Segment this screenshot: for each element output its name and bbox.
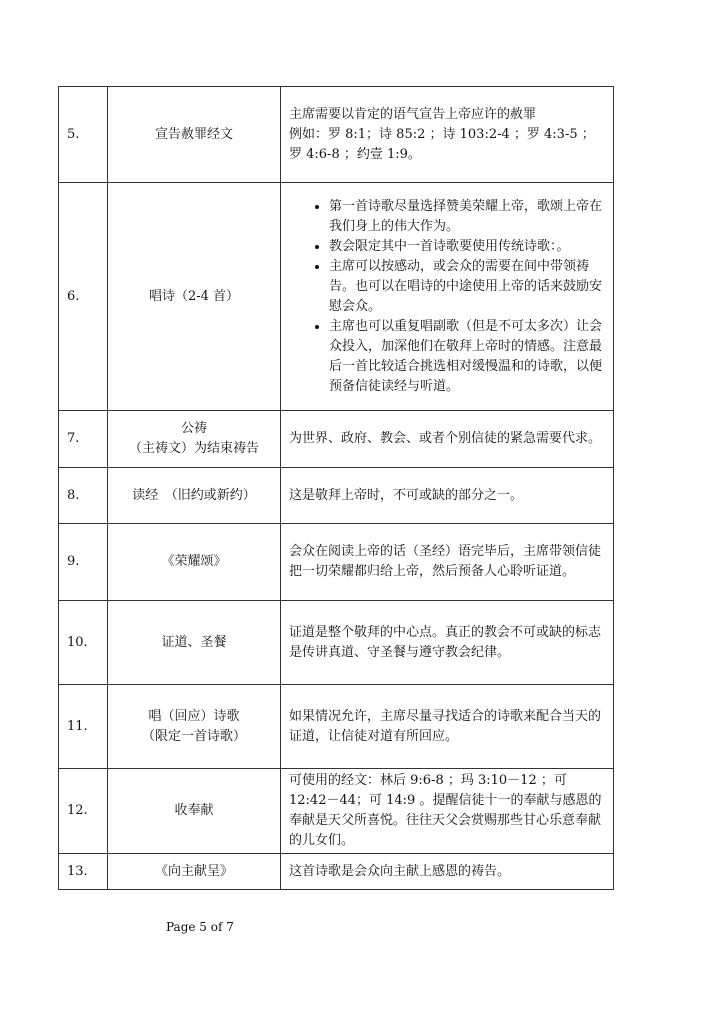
row-title bbox=[108, 468, 281, 524]
page-footer: Page 5 of 7 bbox=[166, 920, 234, 934]
row-title bbox=[108, 769, 281, 854]
table-row bbox=[59, 524, 614, 601]
row-number: 8. bbox=[59, 468, 108, 524]
row-description bbox=[281, 769, 614, 854]
table-row bbox=[59, 183, 614, 411]
row-description-line: 例如：罗 8:1；诗 85:2 ；诗 103:2-4 ；罗 4:3-5 ； bbox=[289, 126, 595, 142]
bullet-list bbox=[289, 197, 607, 397]
table-row bbox=[59, 411, 614, 468]
row-title-line: 收奉献 bbox=[174, 803, 214, 818]
row-number: 7. bbox=[59, 411, 108, 468]
row-title-line: （限定一首诗歌） bbox=[141, 728, 246, 744]
row-description-line: 这是敬拜上帝时，不可或缺的部分之一。 bbox=[289, 487, 524, 503]
row-number: 5. bbox=[59, 87, 108, 183]
row-number: 6. bbox=[59, 183, 108, 411]
table-row bbox=[59, 87, 614, 183]
row-title bbox=[108, 87, 281, 183]
row-description-line: 证道是整个敬拜的中心点。真正的教会不可或缺的标志是传讲真道、守圣餐与遵守教会纪律。 bbox=[289, 624, 602, 660]
row-title bbox=[108, 601, 281, 685]
row-title-line: （主祷文）为结束祷告 bbox=[128, 441, 259, 456]
row-description bbox=[281, 524, 614, 601]
row-number: 12. bbox=[59, 769, 108, 854]
row-title-line: 宣告赦罪经文 bbox=[154, 126, 233, 142]
row-number: 10. bbox=[59, 601, 108, 685]
row-title bbox=[108, 183, 281, 411]
row-title-line: 唱（回应）诗歌 bbox=[148, 708, 240, 724]
row-title bbox=[108, 411, 281, 468]
row-number: 11. bbox=[59, 685, 108, 769]
row-title-line: 证道、圣餐 bbox=[161, 634, 227, 650]
row-description bbox=[281, 87, 614, 183]
bullet-item: • 教会限定其中一首诗歌要使用传统诗歌：。 bbox=[329, 237, 607, 257]
row-description bbox=[281, 468, 614, 524]
row-description-line: 会众在阅读上帝的话（圣经）语完毕后，主席带领信徒把一切荣耀都归给上帝，然后预备人心聆听证道。 bbox=[289, 544, 602, 579]
row-title-line: 唱诗（2-4 首） bbox=[148, 288, 240, 304]
row-title-line: 《向主献呈》 bbox=[154, 863, 233, 879]
table-row bbox=[59, 769, 614, 854]
row-description bbox=[281, 183, 614, 411]
bullet-item: • 主席也可以重复唱副歌（但是不可太多次）让会众投入，加深他们在敬拜上帝时的情感。注意最后一首比较适合挑选相对缓慢温和的诗歌，以便预备信徒读经与听道。 bbox=[329, 317, 607, 397]
row-title bbox=[108, 854, 281, 890]
row-description-line: 主席需要以肯定的语气宣告上帝应许的赦罪 bbox=[289, 106, 537, 122]
row-description-line: 这首诗歌是会众向主献上感恩的祷告。 bbox=[289, 863, 511, 879]
bullet-item: • 主席可以按感动，或会众的需要在间中带领祷告。也可以在唱诗的中途使用上帝的话来鼓励安慰会众。 bbox=[329, 257, 607, 317]
row-description bbox=[281, 685, 614, 769]
row-number: 9. bbox=[59, 524, 108, 601]
table-row bbox=[59, 685, 614, 769]
row-description-line: 为世界、政府、教会、或者个别信徒的紧急需要代求。 bbox=[289, 431, 602, 446]
row-title bbox=[108, 524, 281, 601]
row-title-line: 读经 （旧约或新约） bbox=[132, 487, 256, 503]
row-title bbox=[108, 685, 281, 769]
row-description bbox=[281, 601, 614, 685]
bullet-item: • 第一首诗歌尽量选择赞美荣耀上帝，歌颂上帝在我们身上的伟大作为。 bbox=[329, 197, 607, 237]
order-of-worship-table bbox=[58, 86, 614, 890]
row-description-line: 如果情况允许，主席尽量寻找适合的诗歌来配合当天的证道，让信徒对道有所回应。 bbox=[289, 708, 602, 744]
row-description bbox=[281, 854, 614, 890]
table-row bbox=[59, 601, 614, 685]
row-title-line: 《荣耀颂》 bbox=[161, 554, 227, 569]
row-description bbox=[281, 411, 614, 468]
table-row bbox=[59, 854, 614, 890]
row-description-line: 可使用的经文：林后 9:6-8 ；玛 3:10－12 ；可 12:42－44；可 14:9 。提醒信徒十一的奉献与感恩的奉献是天父所喜悦。往往天父会赏赐那些甘心乐意奉献的儿女们。 bbox=[289, 773, 602, 848]
row-title-line: 公祷 bbox=[180, 421, 207, 436]
table-row bbox=[59, 468, 614, 524]
row-description-line: 罗 4:6-8 ；约壹 1:9。 bbox=[289, 146, 421, 162]
row-number: 13. bbox=[59, 854, 108, 890]
